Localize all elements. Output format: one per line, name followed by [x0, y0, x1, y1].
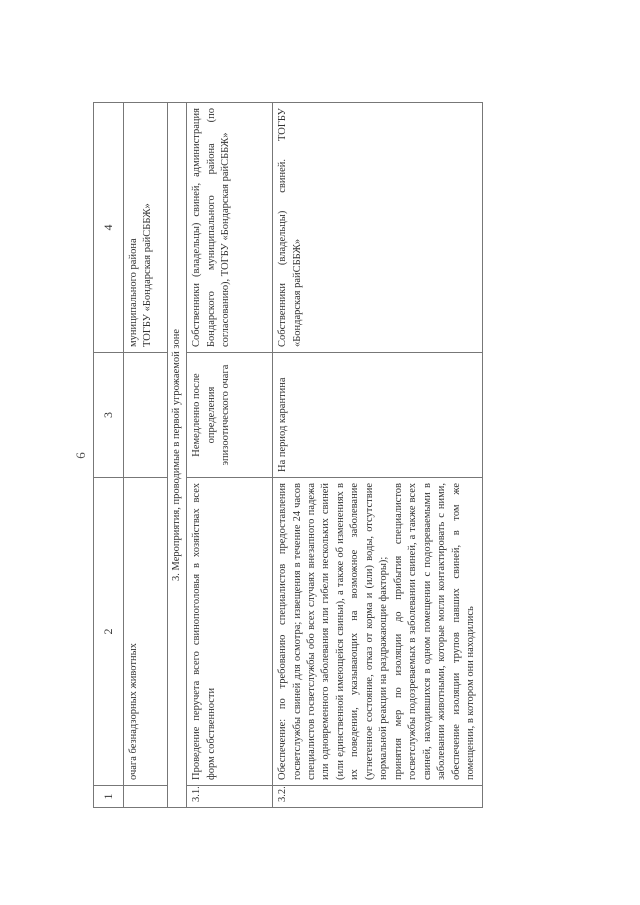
row-term: На период карантина	[273, 353, 483, 478]
continuation-no	[123, 786, 167, 808]
row-responsible: Собственники (владельцы) свиней. ТОГБУ «Бондарская райСББЖ»	[273, 103, 483, 353]
header-col-4: 4	[94, 103, 124, 353]
table-row	[273, 103, 483, 808]
section-title: 3. Мероприятия, проводимые в первой угрожаемой зоне	[167, 103, 186, 808]
continuation-measure: очага безнадзорных животных	[123, 478, 167, 786]
continuation-row	[123, 103, 167, 808]
continuation-term	[123, 353, 167, 478]
continuation-responsible: муниципального района ТОГБУ «Бондарская райСББЖ»	[123, 103, 167, 353]
row-number: 3.2.	[273, 786, 483, 808]
rotated-page	[73, 103, 533, 808]
table-row	[187, 103, 273, 808]
measure-paragraph: принятия мер по изоляции до прибытия специалистов госветслужбы подозреваемых в заболевании свиней, а также всех свиней, находившихся в одном помещении с подозреваемыми в заболевании животными, которые могли контактировать с ними, обеспечение изоляции трупов павших свиней, в том же помещении, в котором они находились	[392, 483, 477, 780]
row-measure: Проведение перучета всего свинопоголовья в хозяйствах всех форм собственности	[187, 478, 273, 786]
section-row	[167, 103, 186, 808]
header-col-3: 3	[94, 353, 124, 478]
measures-table	[93, 102, 483, 808]
row-measure	[273, 478, 483, 786]
row-term: Немедленно после определения эпизоотического очага	[187, 353, 273, 478]
header-col-1: 1	[94, 786, 124, 808]
row-number: 3.1.	[187, 786, 273, 808]
header-col-2: 2	[94, 478, 124, 786]
table-header-row	[94, 103, 124, 808]
page-number: 6	[73, 452, 88, 459]
measure-paragraph: Обеспечение: по требованию специалистов предоставления госветслужбы свиней для осмотра; извещения в течение 24 часов специалистов госветслужбы обо всех случаях внезапного падежа или одновременного заболевания или гибели нескольких свиней (или единственной имеющейся свиньи), а также об изменениях в их поведении, указывающих на возможное заболевание (угнетенное состояние, отказ от корма и (или) воды, отсутствие нормальной реакции на раздражающие факторы);	[277, 483, 390, 780]
row-responsible: Собственники (владельцы) свиней, администрация Бондарского муниципального района (по согласованию), ТОГБУ «Бондарская райСББЖ»	[187, 103, 273, 353]
